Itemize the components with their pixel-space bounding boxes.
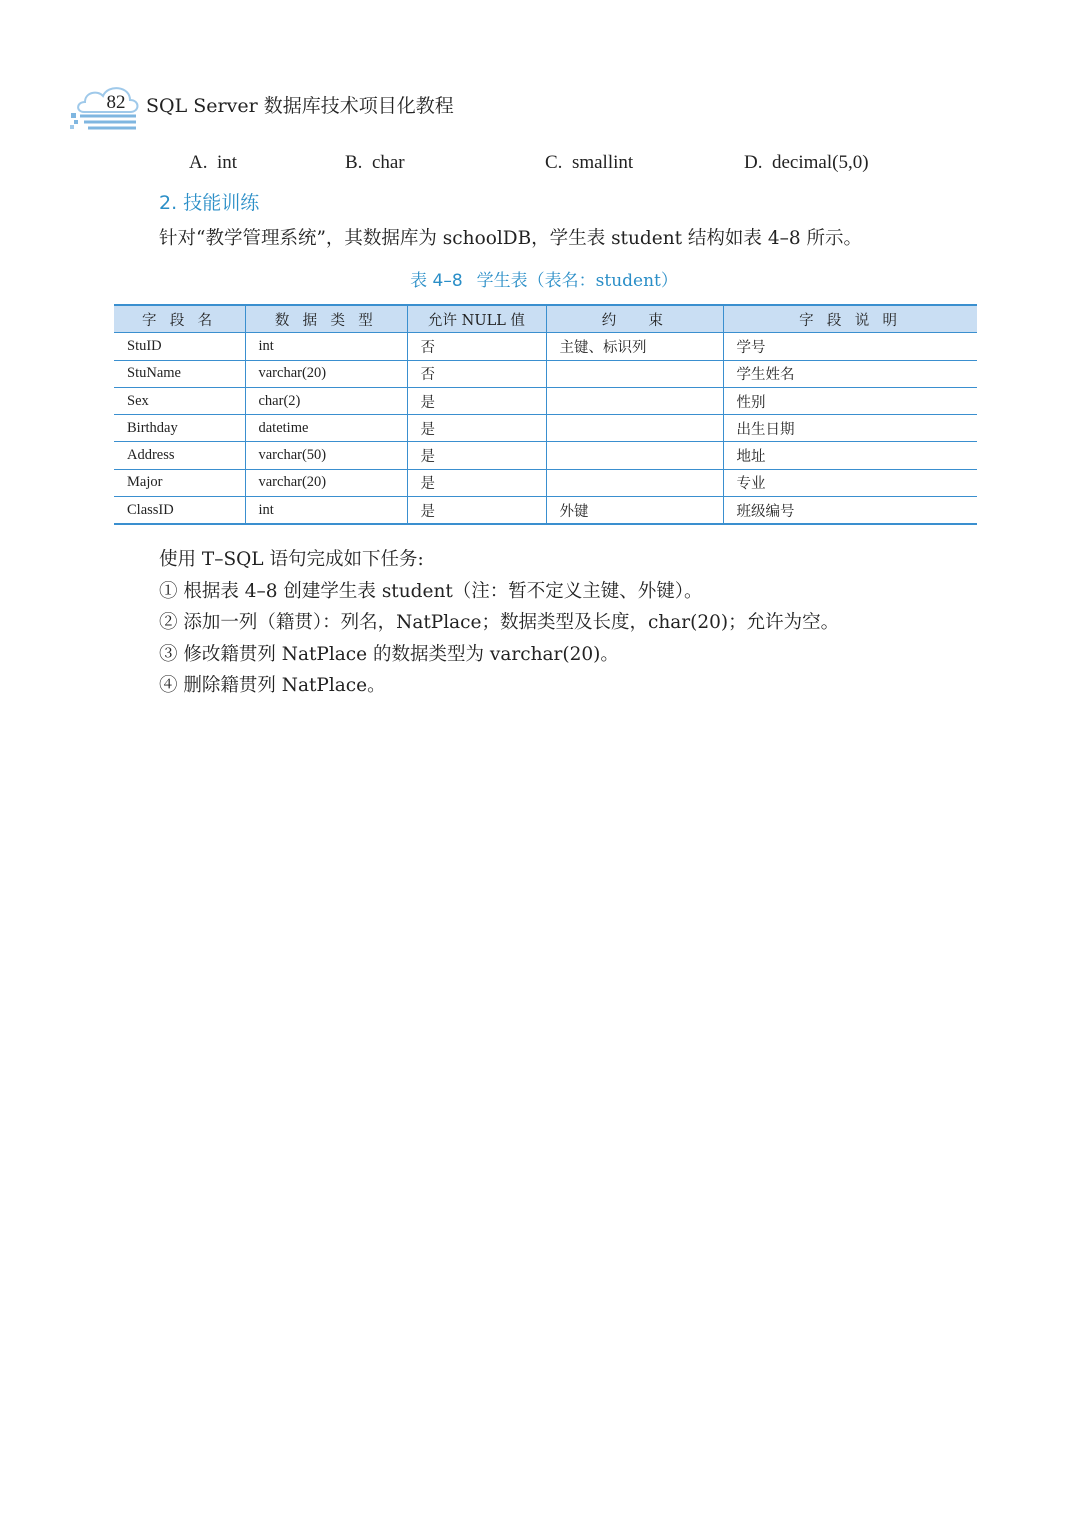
cell-constraint: 外键 (546, 497, 723, 525)
table-row (114, 469, 977, 496)
table-row (114, 497, 977, 525)
cell-constraint: 主键、标识列 (546, 333, 723, 360)
table-row (114, 442, 977, 469)
option-d: D. decimal(5,0) (744, 152, 869, 173)
cell-field: Sex (114, 387, 245, 414)
table-header-row (114, 305, 977, 333)
cell-type: int (245, 497, 407, 525)
table-row (114, 387, 977, 414)
table-row (114, 333, 977, 360)
cell-description: 班级编号 (723, 497, 977, 525)
cell-description: 学号 (723, 333, 977, 360)
page-header (70, 82, 490, 132)
header-constraint: 约 束 (546, 305, 723, 333)
cell-type: int (245, 333, 407, 360)
cell-field: ClassID (114, 497, 245, 525)
header-description: 字 段 说 明 (723, 305, 977, 333)
task-lead: 使用 T–SQL 语句完成如下任务: (159, 549, 424, 570)
section-number: 2. (159, 192, 178, 214)
table-row (114, 415, 977, 442)
cell-null: 是 (407, 497, 546, 525)
cell-field: Major (114, 469, 245, 496)
answer-options (0, 152, 1088, 178)
book-title: SQL Server 数据库技术项目化教程 (146, 95, 454, 117)
cell-type: varchar(20) (245, 469, 407, 496)
cell-constraint (546, 415, 723, 442)
task-item: ② 添加一列（籍贯）：列名，NatPlace；数据类型及长度，char(20)；允许为空。 (159, 612, 840, 633)
section-title: 技能训练 (183, 192, 260, 214)
header-data-type: 数 据 类 型 (245, 305, 407, 333)
cell-type: varchar(20) (245, 360, 407, 387)
cell-null: 是 (407, 387, 546, 414)
task-item: ③ 修改籍贯列 NatPlace 的数据类型为 varchar(20)。 (159, 643, 619, 665)
cell-field: Address (114, 442, 245, 469)
cell-constraint (546, 442, 723, 469)
header-allow-null: 允许 NULL 值 (407, 305, 546, 333)
option-a: A. int (189, 152, 238, 173)
cell-type: datetime (245, 415, 407, 442)
task-item: ① 根据表 4–8 创建学生表 student（注：暂不定义主键、外键）。 (159, 580, 703, 602)
option-b: B. char (345, 152, 405, 173)
cell-description: 性别 (723, 387, 977, 414)
cell-null: 是 (407, 415, 546, 442)
cell-field: StuName (114, 360, 245, 387)
task-list (159, 547, 839, 705)
cell-description: 学生姓名 (723, 360, 977, 387)
caption-number: 表 4–8 (410, 271, 463, 291)
option-c: C. smallint (545, 152, 634, 173)
table-caption (0, 266, 1088, 291)
caption-paren: （表名：student） (527, 271, 678, 291)
student-table (114, 304, 977, 525)
cell-null: 否 (407, 333, 546, 360)
header-field-name: 字 段 名 (114, 305, 245, 333)
page-number: 82 (106, 92, 126, 113)
cell-description: 专业 (723, 469, 977, 496)
cell-description: 出生日期 (723, 415, 977, 442)
cell-constraint (546, 360, 723, 387)
cell-field: Birthday (114, 415, 245, 442)
cell-constraint (546, 469, 723, 496)
cell-type: char(2) (245, 387, 407, 414)
table-row (114, 360, 977, 387)
cell-type: varchar(50) (245, 442, 407, 469)
caption-name: 学生表 (476, 271, 528, 291)
intro-paragraph: 针对“教学管理系统”，其数据库为 schoolDB，学生表 student 结构如表 4–8 所示。 (159, 228, 862, 249)
section-heading (159, 188, 259, 215)
cell-constraint (546, 387, 723, 414)
cell-null: 是 (407, 442, 546, 469)
cell-null: 是 (407, 469, 546, 496)
cell-null: 否 (407, 360, 546, 387)
cell-field: StuID (114, 333, 245, 360)
cell-description: 地址 (723, 442, 977, 469)
task-item: ④ 删除籍贯列 NatPlace。 (159, 675, 386, 696)
